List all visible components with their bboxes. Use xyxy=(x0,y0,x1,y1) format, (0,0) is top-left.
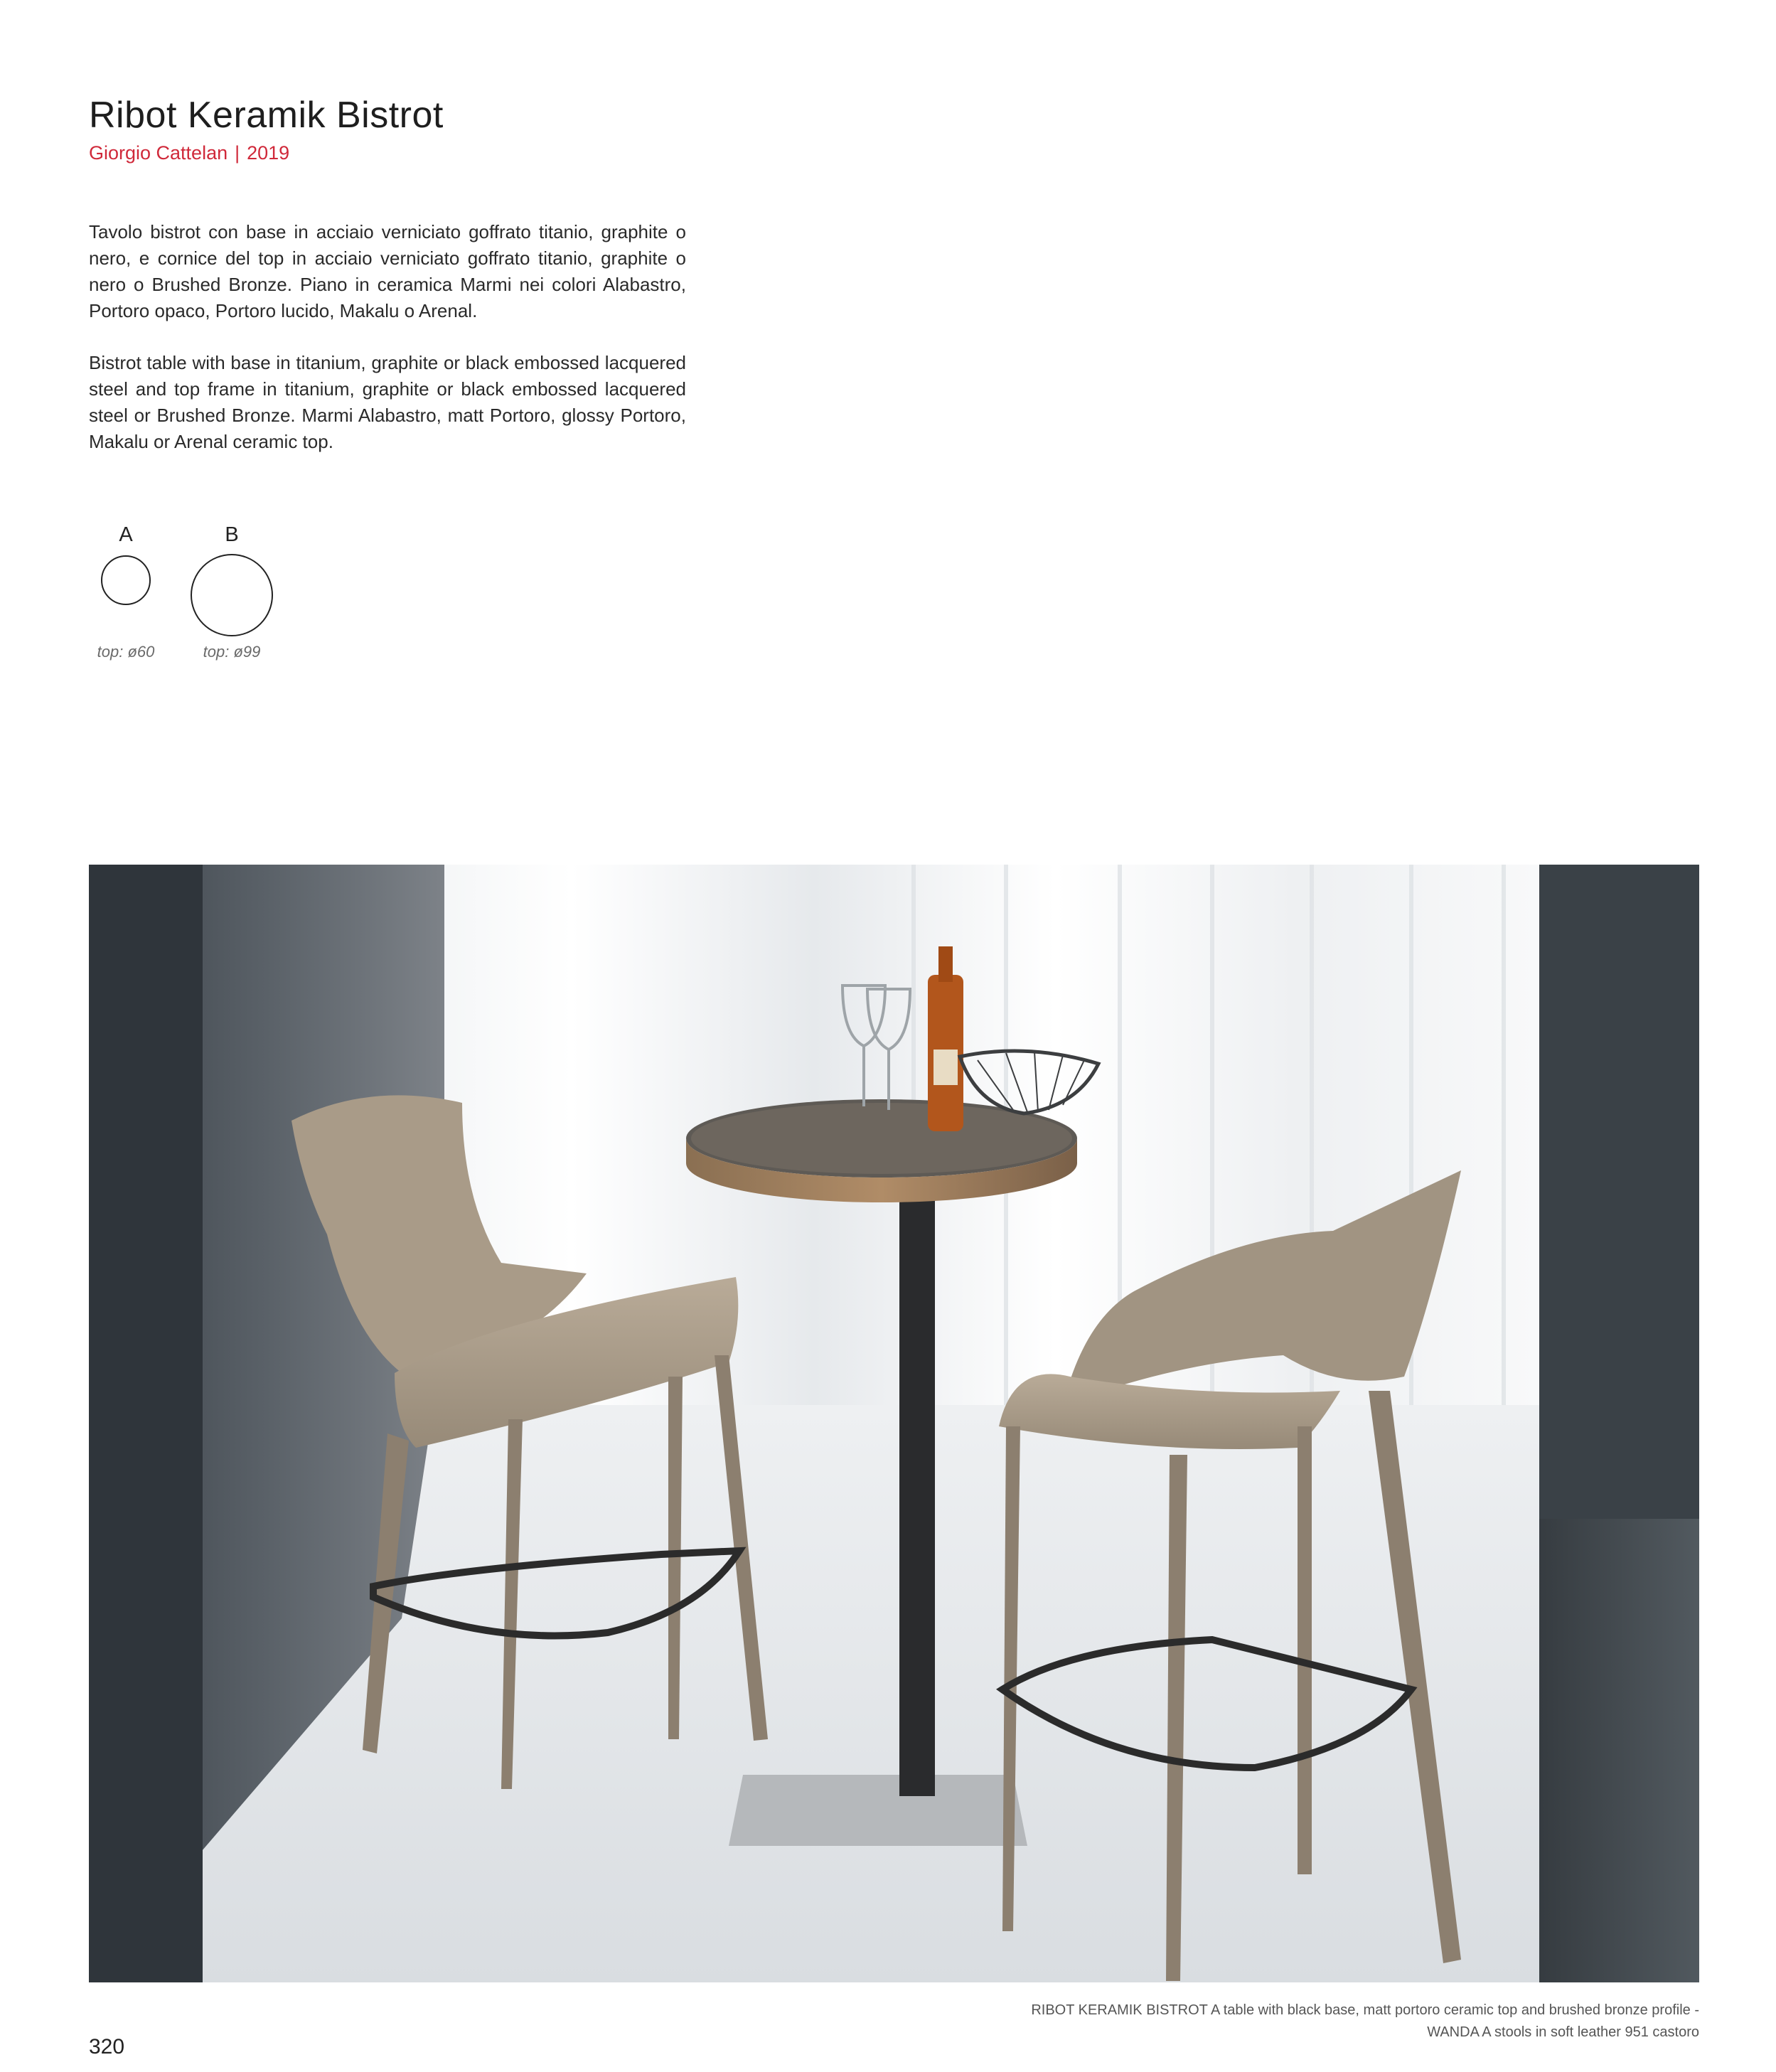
variant-b-dimension: top: ø99 xyxy=(203,643,261,661)
variant-a-dimension: top: ø60 xyxy=(97,643,155,661)
product-photo xyxy=(89,865,1699,1982)
product-photo-illustration xyxy=(89,865,1699,1982)
variant-b-top-icon xyxy=(191,554,273,636)
description-english: Bistrot table with base in titanium, graphite or black embossed lacquered steel and top frame in titanium, graphite or black embossed lacquered steel or Brushed Bronze. Marmi Alabastro, matt Portoro, glossy Portoro, Makalu or Arenal ceramic top. xyxy=(89,352,686,452)
product-subtitle xyxy=(89,142,289,164)
caption-line-1: RIBOT KERAMIK BISTROT A table with black base, matt portoro ceramic top and brushed bronze profile - xyxy=(1031,2002,1699,2018)
variant-b xyxy=(191,523,273,661)
description-italian: Tavolo bistrot con base in acciaio verniciato goffrato titanio, graphite o nero, e cornice del top in acciaio verniciato goffrato titanio, graphite o nero o Brushed Bronze. Piano in ceramica Marmi nei colori Alabastro, Portoro opaco, Portoro lucido, Makalu o Arenal. xyxy=(89,221,686,321)
variant-a-top-icon xyxy=(101,555,151,605)
design-year: 2019 xyxy=(247,142,290,164)
product-title: Ribot Keramik Bistrot xyxy=(89,95,444,136)
variant-b-label: B xyxy=(225,523,239,546)
designer-name: Giorgio Cattelan xyxy=(89,142,228,164)
caption-line-2: WANDA A stools in soft leather 951 castoro xyxy=(1427,2024,1699,2040)
photo-caption xyxy=(846,1999,1699,2044)
subtitle-separator: | xyxy=(235,142,240,164)
page-number: 320 xyxy=(89,2035,125,2058)
variant-a-label: A xyxy=(119,523,133,546)
variant-a xyxy=(97,523,155,661)
